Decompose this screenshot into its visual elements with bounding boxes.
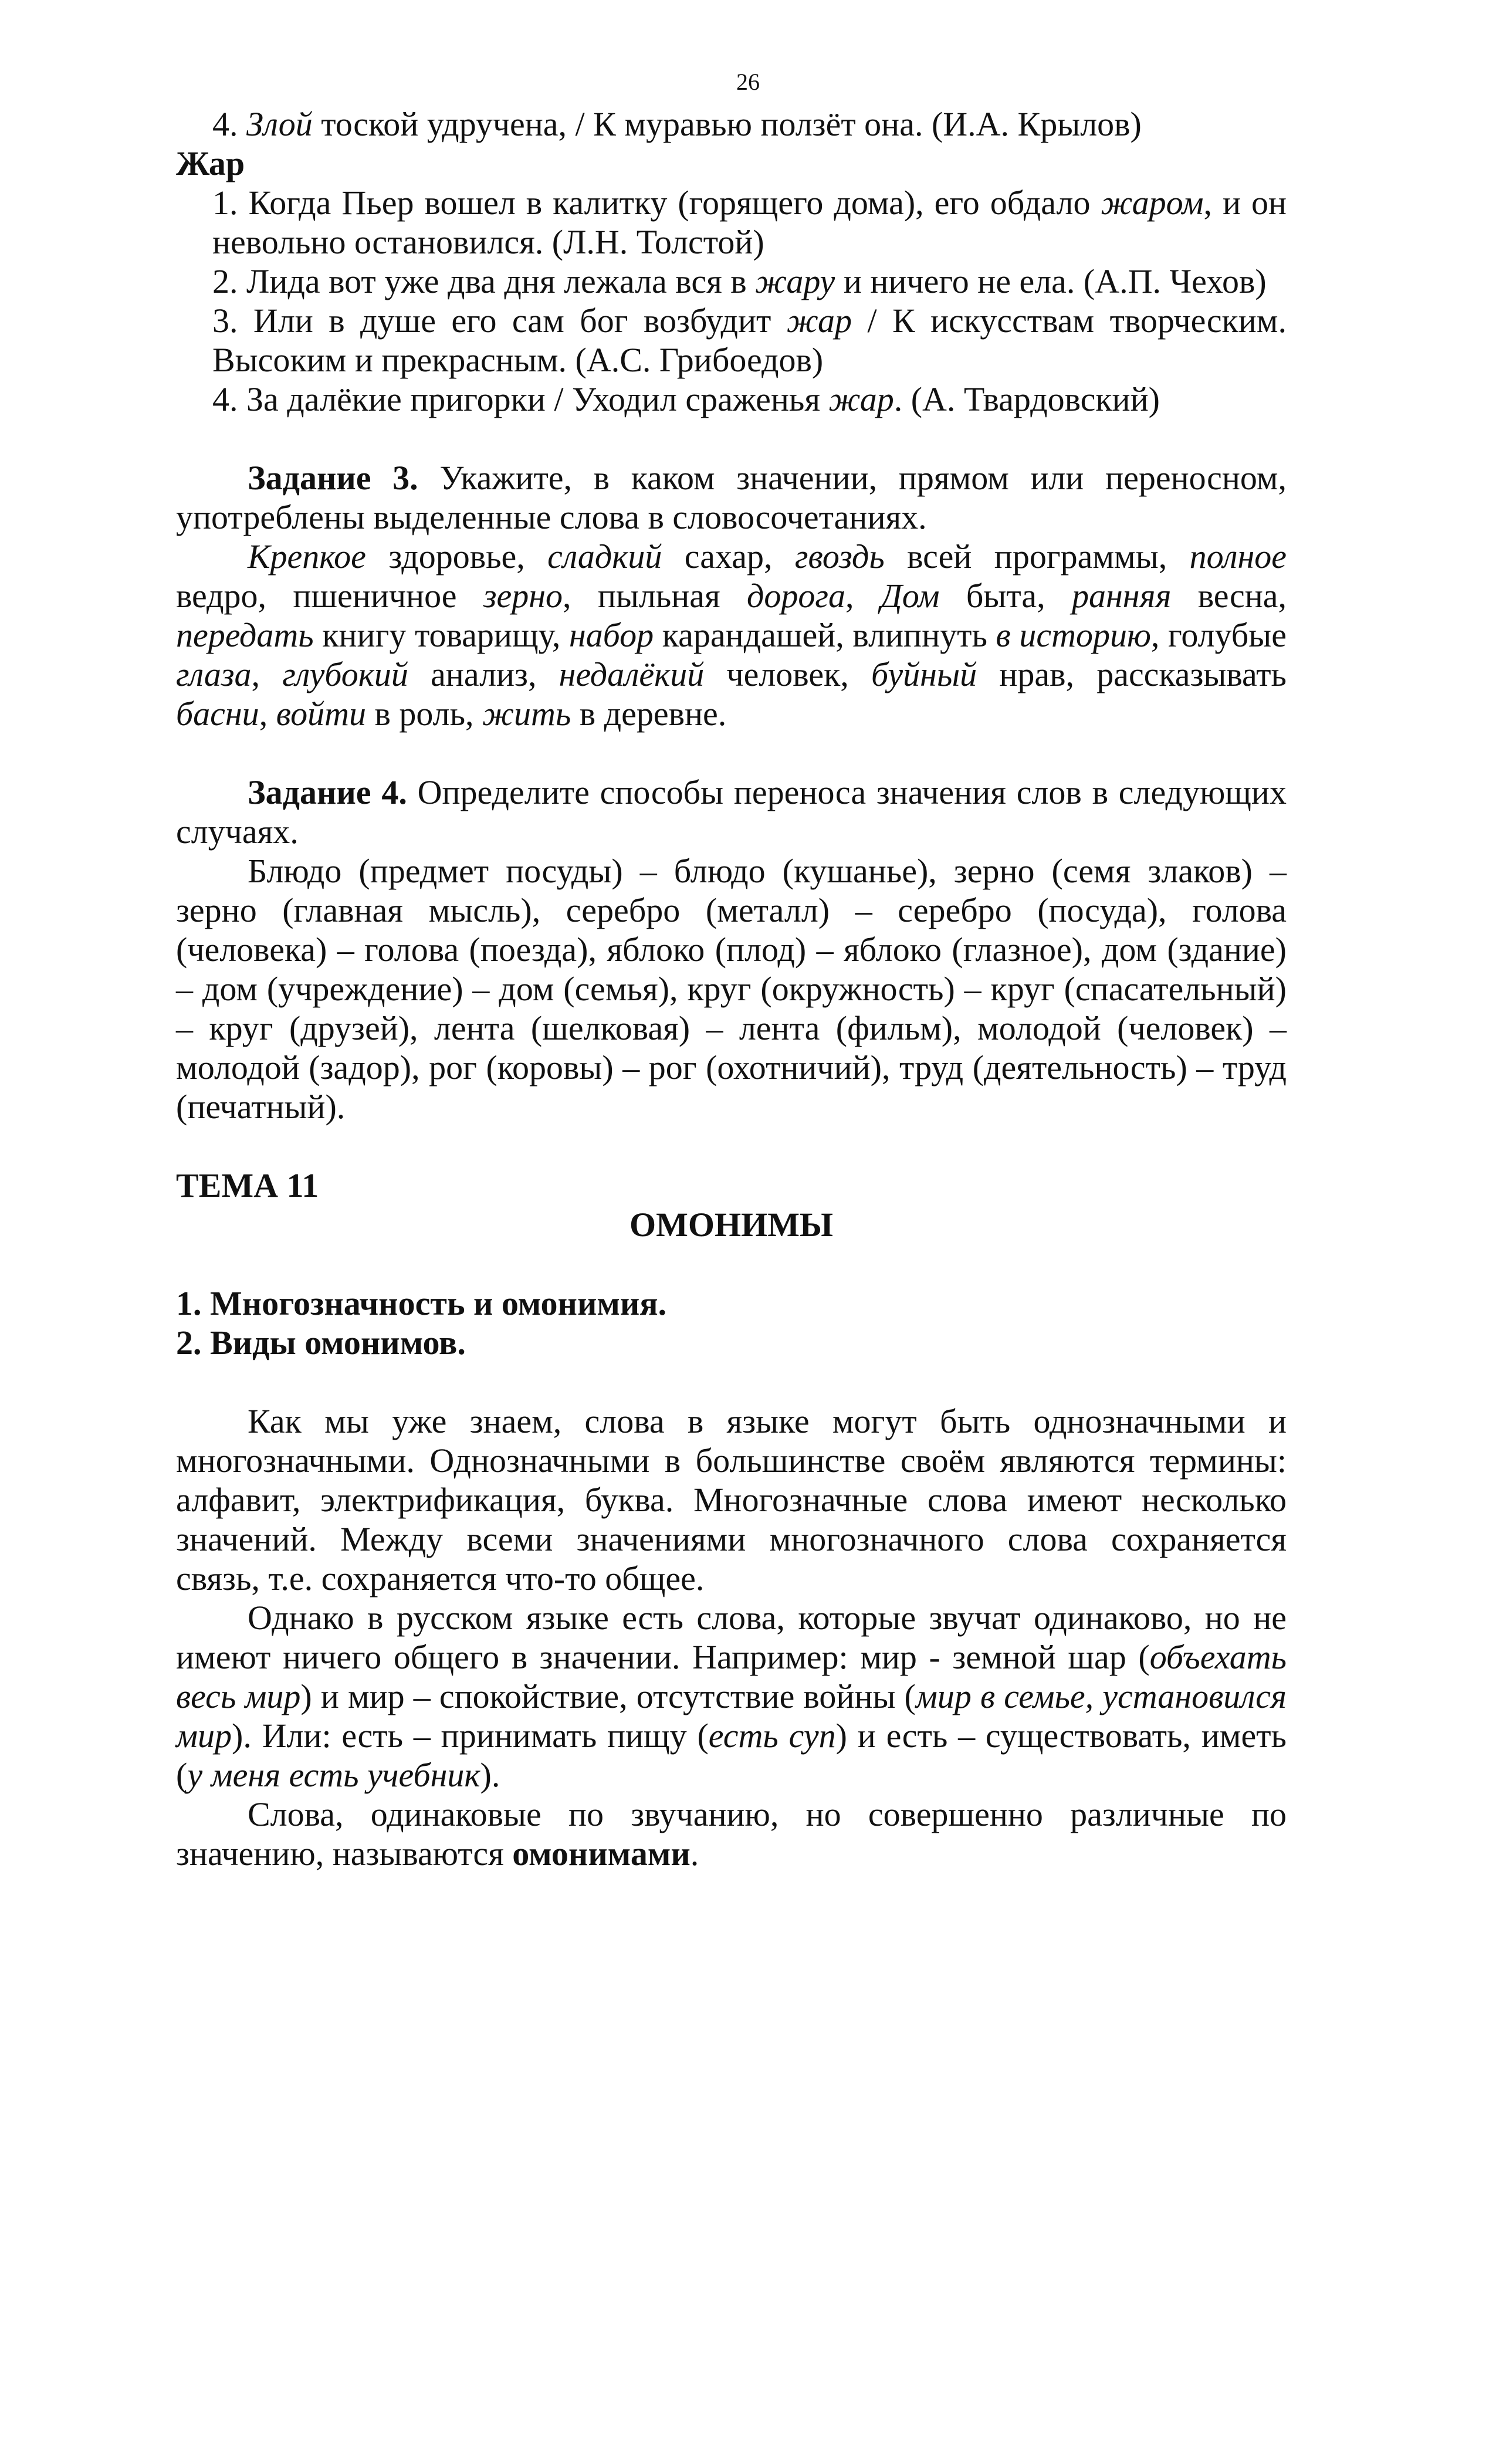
item-text: 3. Или в душе его сам бог возбудит xyxy=(212,302,787,340)
task3-label: Задание 3. xyxy=(248,459,418,497)
text-run: Однако в русском языке есть слова, которые звучат одинаково, но не имеют ничего общего в значении. Например: мир - земной шар ( xyxy=(176,1599,1287,1676)
theme-title: ОМОНИМЫ xyxy=(629,1206,833,1244)
text-run: , голубые xyxy=(1150,616,1287,654)
text-run: в деревне. xyxy=(571,695,727,733)
italic-run: гвоздь xyxy=(794,537,885,576)
text-run: здоровье, xyxy=(365,537,548,576)
italic-run: глаза xyxy=(176,655,252,693)
item-text: 4. xyxy=(212,105,246,143)
italic-run: полное xyxy=(1189,537,1287,576)
body-paragraph-2 xyxy=(176,1598,1287,1795)
italic-run: мир в семье, установился мир xyxy=(176,1677,1287,1755)
theme-item: 1. Многозначность и омонимия. xyxy=(176,1284,667,1322)
page-number: 26 xyxy=(736,69,760,95)
item-italic: жару xyxy=(755,262,835,300)
item-text: 4. За далёкие пригорки / Уходил сраженья xyxy=(212,380,829,418)
list-item xyxy=(176,183,1287,262)
item-italic: жар xyxy=(786,302,852,340)
italic-run: объехать весь мир xyxy=(176,1638,1287,1715)
task3-text: Укажите, в каком значении, прямом или переносном, употреблены выделенные слова в словосочетаниях. xyxy=(176,459,1287,536)
list-item xyxy=(176,104,1287,144)
task4-body: Блюдо (предмет посуды) – блюдо (кушанье), зерно (семя злаков) – зерно (главная мысль), серебро (металл) – серебро (посуда), голова (человека) – голова (поезда), яблоко (плод) – яблоко (глазное), дом (здание) – дом (учреждение) – дом (семья), круг (окружность) – круг (спасательный) – круг (друзей), лента (шелковая) – лента (фильм), молодой (человек) – молодой (задор), рог (коровы) – рог (охотничий), труд (деятельность) – труд (печатный). xyxy=(176,852,1287,1126)
text-run: в роль, xyxy=(366,695,483,733)
text-run: , xyxy=(845,577,881,615)
text-run: нрав, рассказывать xyxy=(977,655,1287,693)
spacer xyxy=(176,733,1287,773)
italic-run: в историю xyxy=(996,616,1151,654)
italic-run: передать xyxy=(176,616,314,654)
italic-run: дорога xyxy=(747,577,845,615)
spacer xyxy=(176,1362,1287,1402)
italic-run: ранняя xyxy=(1071,577,1172,615)
text-run: ) и мир – спокойствие, отсутствие войны ( xyxy=(300,1677,916,1715)
item-italic: Злой xyxy=(246,105,313,143)
text-run: ). xyxy=(480,1756,500,1794)
zhar-heading: Жар xyxy=(176,144,245,182)
spacer xyxy=(176,1244,1287,1284)
italic-run: у меня есть учебник xyxy=(187,1756,480,1794)
task4-label: Задание 4. xyxy=(248,773,407,811)
item-text: и ничего не ела. (А.П. Чехов) xyxy=(835,262,1267,300)
italic-run: набор xyxy=(568,616,654,654)
italic-run: есть суп xyxy=(708,1717,836,1755)
task4-text: Определите способы переноса значения слов в следующих случаях. xyxy=(176,773,1287,851)
text-run: ведро, пшеничное xyxy=(176,577,483,615)
item-text: 1. Когда Пьер вошел в калитку (горящего дома), его обдало xyxy=(212,184,1101,222)
item-italic: жаром xyxy=(1101,184,1204,222)
item-text: , и он невольно остановился. (Л.Н. Толстой) xyxy=(212,184,1287,261)
text-run: , xyxy=(259,695,276,733)
italic-run: зерно xyxy=(483,577,563,615)
text-run: человек, xyxy=(704,655,871,693)
task3-instruction xyxy=(176,458,1287,537)
text-run: весна, xyxy=(1171,577,1287,615)
text-run: сахар, xyxy=(662,537,795,576)
item-text: тоской удручена, / К муравью ползёт она. (И.А. Крылов) xyxy=(312,105,1142,143)
list-item xyxy=(176,262,1287,301)
task3-phrases xyxy=(176,537,1287,733)
text-run: книгу товарищу, xyxy=(313,616,569,654)
italic-run: глубокий xyxy=(282,655,408,693)
italic-run: басни xyxy=(176,695,259,733)
item-text: . (А. Твардовский) xyxy=(893,380,1160,418)
italic-run: Дом xyxy=(880,577,940,615)
text-run: Слова, одинаковые по звучанию, но совершенно различные по значению, называются xyxy=(176,1795,1287,1873)
text-run: ). Или: есть – принимать пищу ( xyxy=(232,1717,709,1755)
text-run: анализ, xyxy=(408,655,559,693)
text-run: . xyxy=(690,1835,699,1873)
italic-run: жить xyxy=(482,695,571,733)
italic-run: войти xyxy=(276,695,366,733)
item-text: 2. Лида вот уже два дня лежала вся в xyxy=(212,262,756,300)
theme-label: ТЕМА 11 xyxy=(176,1166,319,1204)
text-run: , пыльная xyxy=(563,577,747,615)
body-paragraph-1: Как мы уже знаем, слова в языке могут быть однозначными и многозначными. Однозначными в большинстве своём являются термины: алфавит, электрификация, буква. Многозначные слова имеют несколько значений. Между всеми значениями многозначного слова сохраняется связь, т.е. сохраняется что-то общее. xyxy=(176,1402,1287,1597)
spacer xyxy=(176,419,1287,458)
italic-run: недалёкий xyxy=(559,655,705,693)
list-item xyxy=(176,301,1287,380)
text-run: быта, xyxy=(939,577,1072,615)
bold-run: омонимами xyxy=(512,1835,691,1873)
text-run: , xyxy=(251,655,283,693)
italic-run: Крепкое xyxy=(248,537,366,576)
body-paragraph-3 xyxy=(176,1795,1287,1873)
theme-item: 2. Виды омонимов. xyxy=(176,1324,466,1362)
text-run: карандашей, влипнуть xyxy=(654,616,996,654)
page-content xyxy=(176,104,1287,1873)
task4-instruction xyxy=(176,773,1287,851)
text-run: ) и есть – существовать, иметь ( xyxy=(176,1717,1287,1794)
italic-run: буйный xyxy=(871,655,977,693)
item-italic: жар xyxy=(828,380,894,418)
list-item xyxy=(176,380,1287,419)
spacer xyxy=(176,1126,1287,1166)
italic-run: сладкий xyxy=(547,537,662,576)
item-text: / К искусствам творческим. Высоким и прекрасным. (А.С. Грибоедов) xyxy=(212,302,1287,379)
text-run: всей программы, xyxy=(884,537,1190,576)
